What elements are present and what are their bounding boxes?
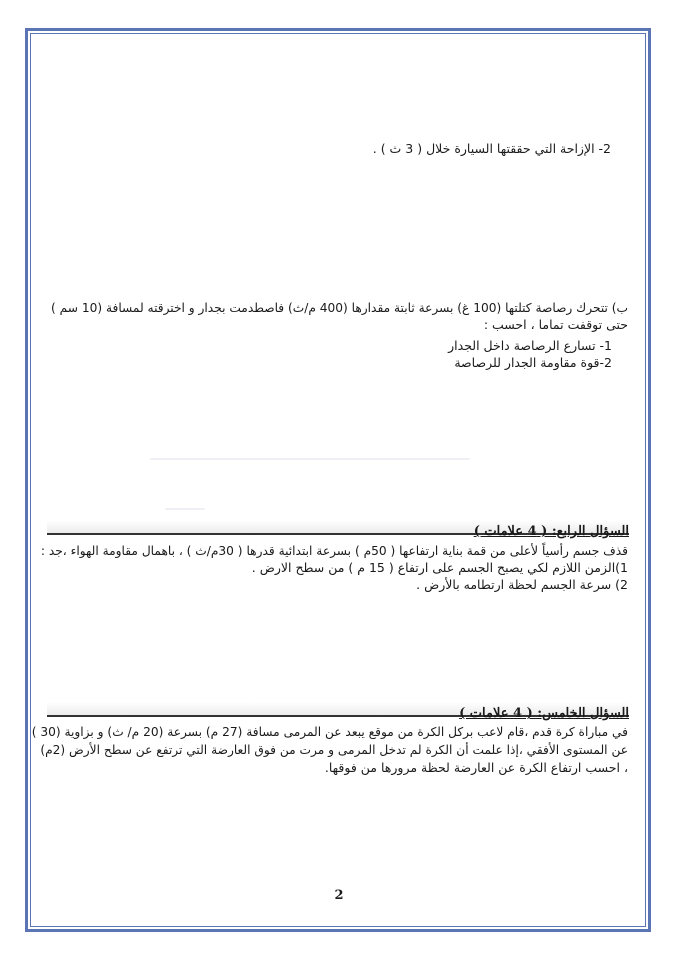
question-5-line-2: عن المستوى الأفقي ،إذا علمت أن الكرة لم تدخل المرمى و مرت من فوق العارضة التي ترتفع عن سطح الأرض (2م)	[40, 743, 628, 757]
page-border-inner	[30, 33, 646, 927]
question-4-line-1: قذف جسم رأسياً لأعلى من قمة بناية ارتفاعها ( 50م ) بسرعة ابتدائية قدرها ( 30م/ث ) ، باهمال مقاومة الهواء ،جد :	[40, 544, 628, 558]
displacement-question: 2- الإزاحة التي حققتها السيارة خلال ( 3 ث ) .	[372, 141, 611, 156]
bullet-question-line-2: حتى توقفت تماما ، احسب :	[483, 317, 628, 332]
page-number: 2	[334, 888, 344, 903]
question-5-heading-text: السؤال الخامس: ( 4 علامات )	[459, 706, 629, 721]
question-5-line-3: ، احسب ارتفاع الكرة عن العارضة لحظة مرورها من فوقها.	[324, 760, 628, 775]
bullet-question-line-1: ب) تتحرك رصاصة كتلتها (100 غ) بسرعة ثابتة مقدارها (400 م/ث) فاصطدمت بجدار و اخترقته لمسافة (10 سم )	[50, 301, 628, 315]
bullet-subquestion-1: 1- تسارع الرصاصة داخل الجدار	[448, 338, 612, 353]
question-4-heading-text: السؤال الرابع: ( 4 علامات )	[473, 524, 629, 539]
question-4-line-3: 2) سرعة الجسم لحظة ارتطامه بالأرض .	[416, 577, 628, 592]
question-5-heading	[47, 702, 629, 721]
question-4-line-2: 1)الزمن اللازم لكي يصبح الجسم على ارتفاع ( 15 م ) من سطح الارض .	[251, 560, 628, 575]
bullet-subquestion-2: 2-قوة مقاومة الجدار للرصاصة	[454, 355, 612, 370]
scan-smudge	[165, 508, 205, 510]
scan-smudge	[150, 458, 470, 460]
question-5-line-1: في مباراة كرة قدم ،قام لاعب بركل الكرة من موقع يبعد عن المرمى مسافة (27 م) بسرعة (20 م/ ث) و بزاوية (30 )	[31, 725, 628, 739]
question-4-heading	[47, 520, 629, 539]
